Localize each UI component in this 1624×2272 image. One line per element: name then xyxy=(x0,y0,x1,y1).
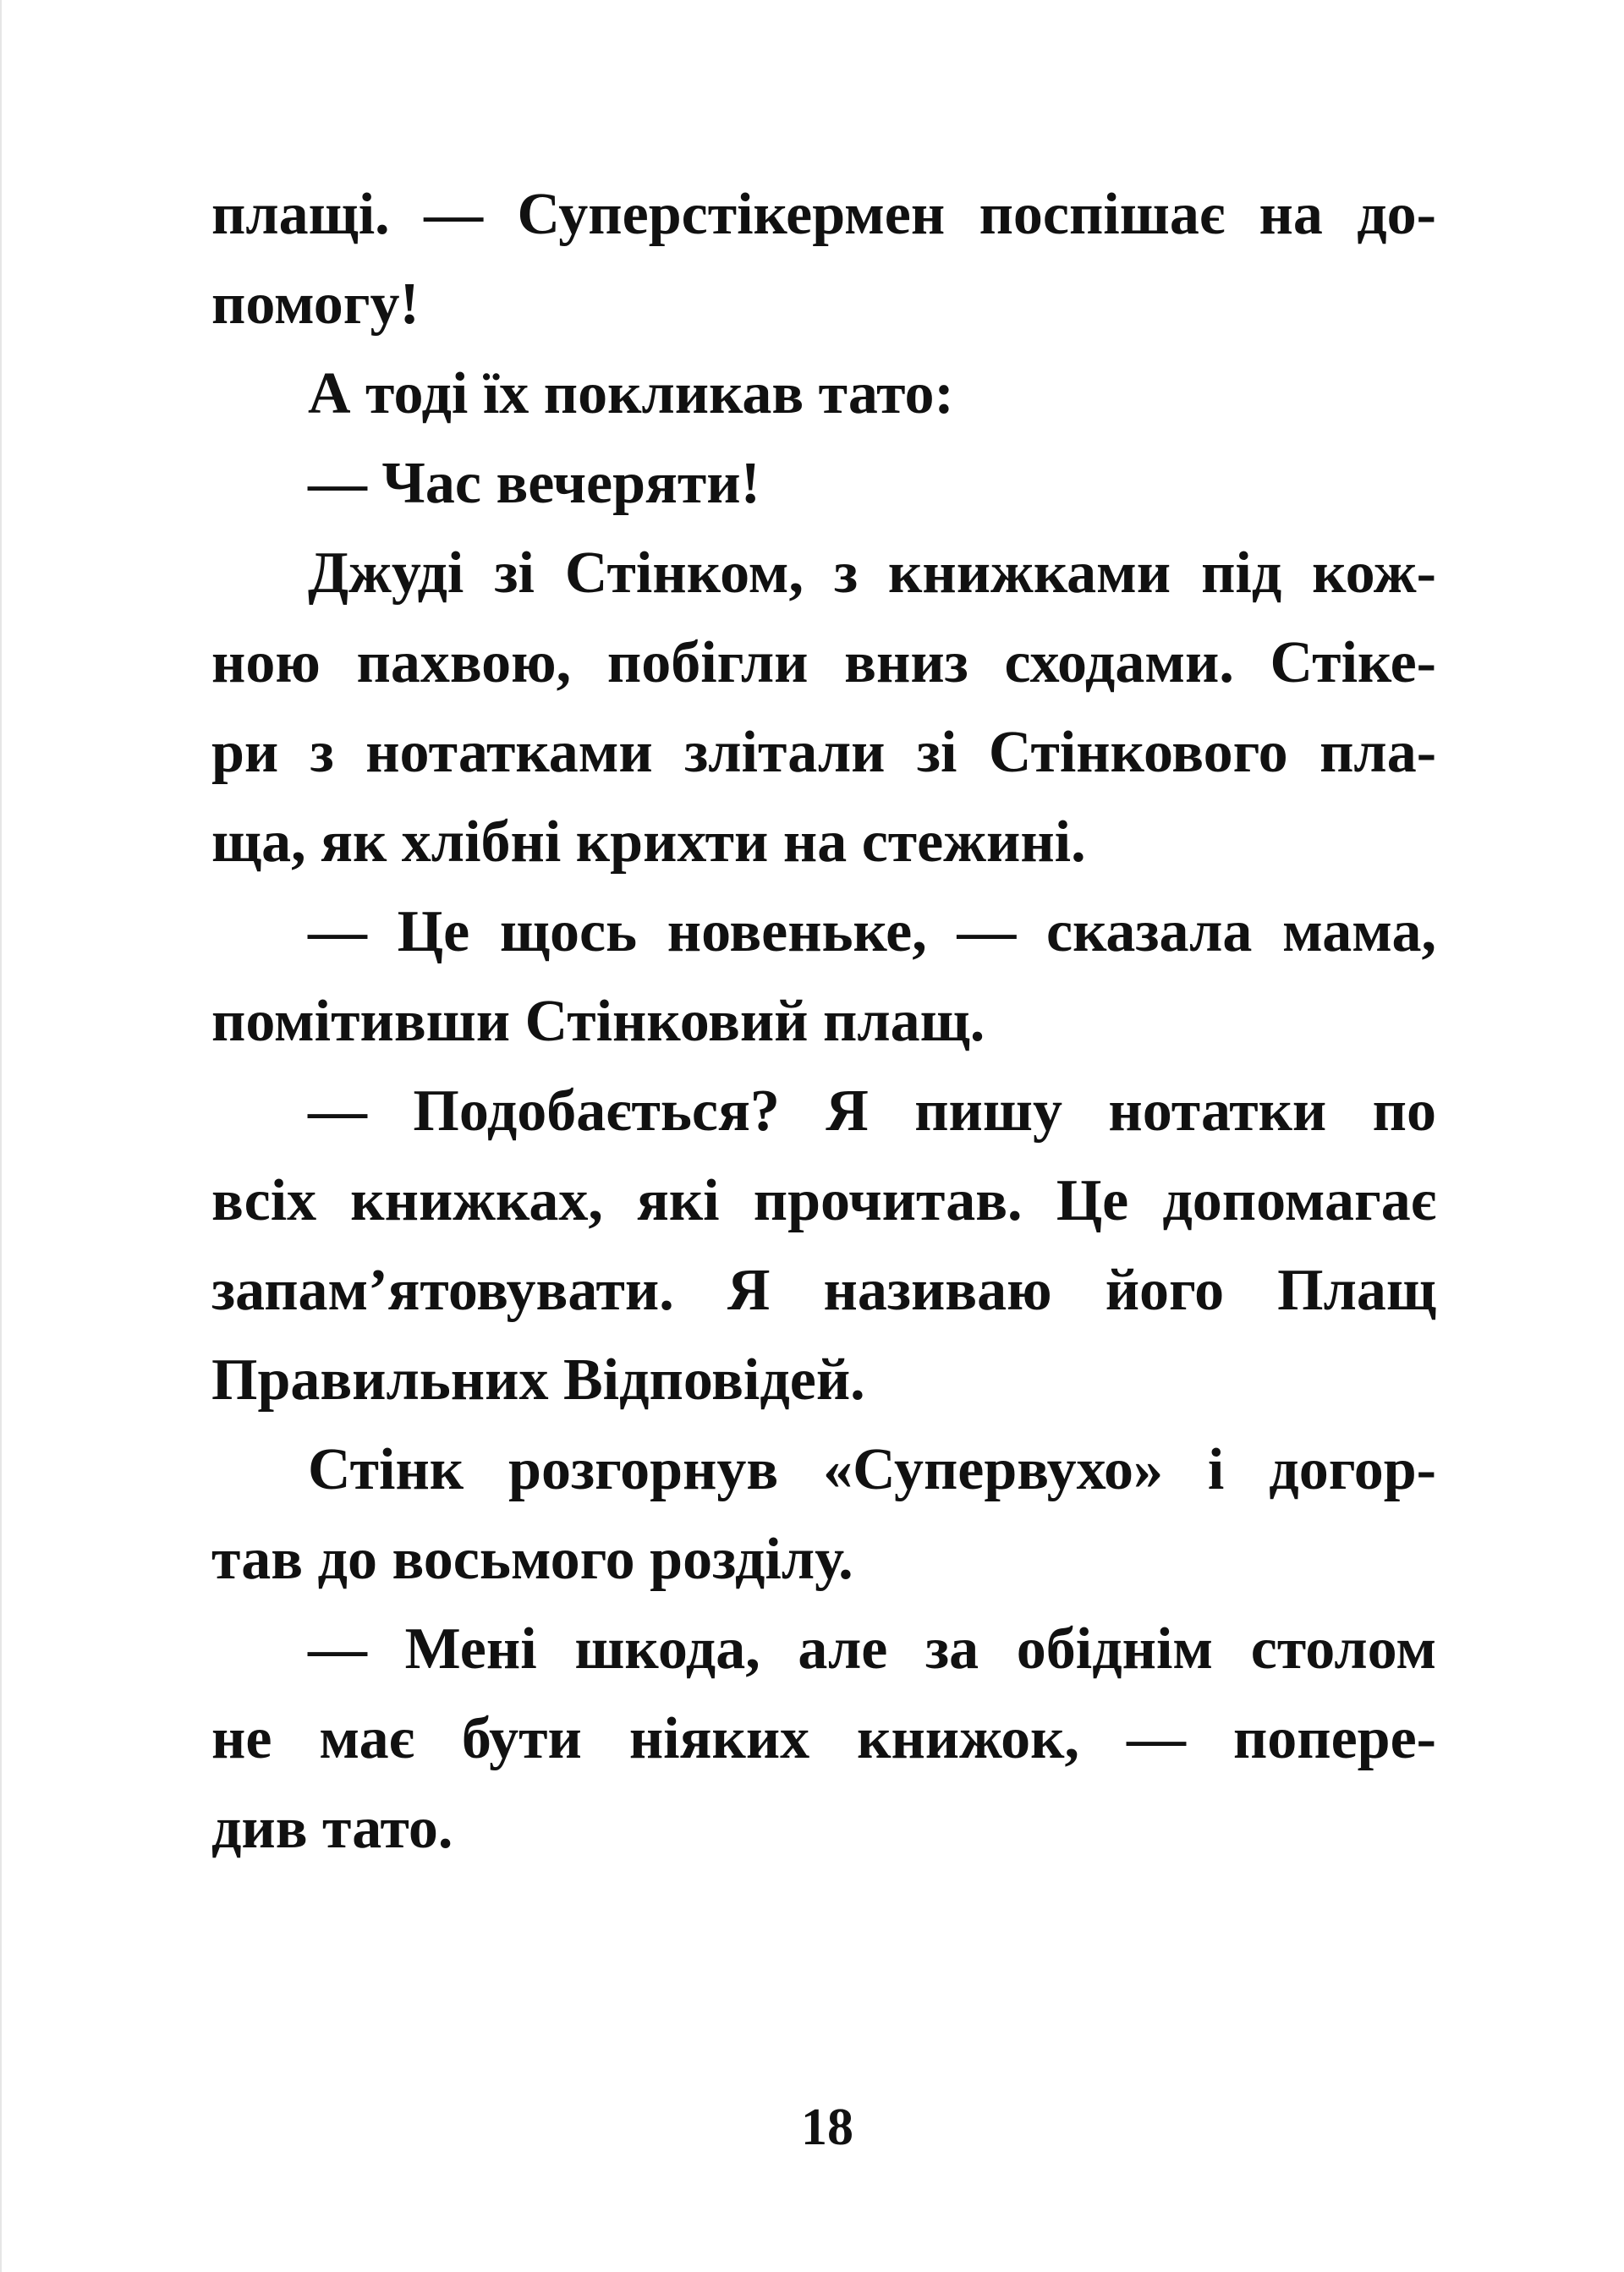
text-line: Джуді зі Стінком, з книжками під кож- xyxy=(308,541,1436,606)
text-line: Правильних Відповідей. xyxy=(211,1347,865,1413)
text-line: тав до восьмого розділу. xyxy=(211,1527,853,1592)
text-line: — Мені шкода, але за обіднім столом xyxy=(308,1616,1436,1682)
text-line: помітивши Стінковий плащ. xyxy=(211,989,985,1054)
text-line: всіх книжках, які прочитав. Це допомагає xyxy=(211,1168,1436,1233)
page-number: 18 xyxy=(801,2099,853,2156)
text-line: помогу! xyxy=(211,272,420,337)
text-line: ща, як хлібні крихти на стежині. xyxy=(211,809,1086,875)
text-line: А тоді їх покликав тато: xyxy=(308,361,954,426)
text-line: плащі. — Суперстікермен поспішає на до- xyxy=(211,182,1436,247)
text-line: — Подобається? Я пишу нотатки по xyxy=(308,1078,1436,1144)
body-text xyxy=(211,170,1436,1874)
text-line: запам’ятовувати. Я називаю його Плащ xyxy=(211,1258,1436,1323)
text-line: — Час вечеряти! xyxy=(308,451,760,516)
text-line: — Це щось новеньке, — сказала мама, xyxy=(308,899,1436,964)
text-line: див тато. xyxy=(211,1796,453,1861)
text-line: ри з нотатками злітали зі Стінкового пла- xyxy=(211,720,1436,785)
text-line: Стінк розгорнув «Супервухо» і догор- xyxy=(308,1437,1436,1502)
text-line: не має бути ніяких книжок, — попере- xyxy=(211,1706,1436,1771)
text-line: ною пахвою, побігли вниз сходами. Стіке- xyxy=(211,630,1436,695)
